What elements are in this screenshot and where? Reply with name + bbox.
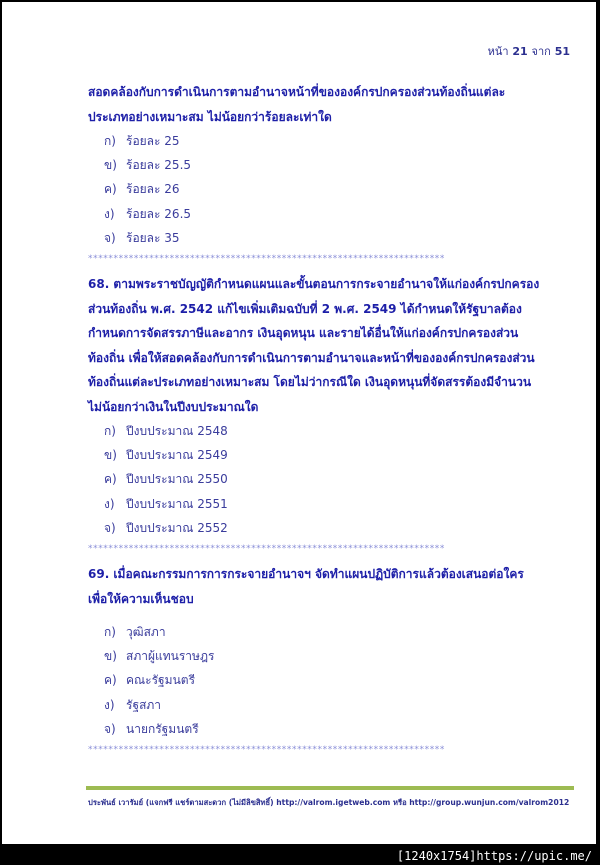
answer-option xyxy=(88,693,578,717)
question-text-line: ไม่น้อยกว่าเงินในปีงบประมาณใด xyxy=(88,399,259,414)
option-text: รัฐสภา xyxy=(126,697,162,712)
option-text: ปีงบประมาณ 2552 xyxy=(126,520,228,535)
option-letter: จ) xyxy=(104,230,116,245)
total-pages: 51 xyxy=(554,45,570,58)
option-text: ปีงบประมาณ 2549 xyxy=(126,448,228,463)
answer-option xyxy=(88,226,578,250)
footer-divider xyxy=(86,786,574,790)
option-letter: ค) xyxy=(104,472,117,487)
option-text: คณะรัฐมนตรี xyxy=(126,673,196,688)
of-label: จาก xyxy=(531,45,551,58)
question-text-line: ประเภทอย่างเหมาะสม ไม่น้อยกว่าร้อยละเท่าใด xyxy=(88,109,332,124)
answer-option xyxy=(88,153,578,177)
answer-option xyxy=(88,443,578,467)
answer-option xyxy=(88,129,578,153)
option-text: ปีงบประมาณ 2550 xyxy=(126,472,228,487)
question-text-line: กำหนดการจัดสรรภาษีและอากร เงินอุดหนุน และรายได้อื่นให้แก่องค์กรปกครองส่วน xyxy=(88,326,519,341)
option-text: วุฒิสภา xyxy=(126,625,166,640)
footer-credit: ประพันธ์ เวารัมย์ (แจกฟรี แชร์ตามสะดวก (ไม่มีลิขสิทธิ์) http://valrom.igetweb.com หรือ http://group.wunjun.com/valrom2012 xyxy=(88,798,570,807)
option-letter: ก) xyxy=(104,424,116,439)
option-letter: ง) xyxy=(104,496,115,511)
image-size-watermark: [1240x1754]https://upic.me/ xyxy=(396,849,592,863)
option-text: ปีงบประมาณ 2551 xyxy=(126,496,228,511)
option-letter: ค) xyxy=(104,182,117,197)
answer-option xyxy=(88,516,578,540)
option-letter: จ) xyxy=(104,520,116,535)
answer-option xyxy=(88,202,578,226)
answer-option xyxy=(88,492,578,516)
page-label: หน้า xyxy=(487,45,509,58)
option-text: ร้อยละ 25.5 xyxy=(126,158,192,173)
answer-option xyxy=(88,717,578,741)
question-67-block xyxy=(88,80,578,250)
option-letter: ง) xyxy=(104,206,115,221)
option-text: สภาผู้แทนราษฎร xyxy=(126,649,215,664)
page-number-indicator xyxy=(488,42,570,60)
answer-option xyxy=(88,644,578,668)
question-text-line: สอดคล้องกับการดำเนินการตามอำนาจหน้าที่ขององค์กรปกครองส่วนท้องถิ่นแต่ละ xyxy=(88,85,506,99)
question-text-line: 69. เมื่อคณะกรรมการการกระจายอำนาจฯ จัดทำแผนปฏิบัติการแล้วต้องเสนอต่อใคร xyxy=(88,567,524,582)
option-text: ร้อยละ 25 xyxy=(126,134,180,148)
answer-option xyxy=(88,177,578,201)
answer-option xyxy=(88,668,578,692)
question-text-line: ส่วนท้องถิ่น พ.ศ. 2542 แก้ไขเพิ่มเติมฉบับที่ 2 พ.ศ. 2549 ได้กำหนดให้รัฐบาลต้อง xyxy=(88,301,522,316)
question-text-line: ท้องถิ่น เพื่อให้สอดคล้องกับการดำเนินการตามอำนาจและหน้าที่ขององค์กรปกครองส่วน xyxy=(88,350,535,365)
asterisk-separator: ********************************************************************** xyxy=(88,745,445,756)
question-68-block xyxy=(88,272,578,540)
question-69-block xyxy=(88,562,578,741)
question-text-line: ท้องถิ่นแต่ละประเภทอย่างเหมาะสม โดยไม่ว่ากรณีใด เงินอุดหนุนที่จัดสรรต้องมีจำนวน xyxy=(88,375,532,390)
asterisk-separator: ********************************************************************** xyxy=(88,254,445,265)
option-letter: ข) xyxy=(104,448,117,463)
option-letter: ข) xyxy=(104,158,117,173)
option-letter: ก) xyxy=(104,134,116,148)
option-text: ร้อยละ 26.5 xyxy=(126,206,192,221)
option-letter: จ) xyxy=(104,721,116,736)
questions-content xyxy=(88,80,578,763)
option-text: ร้อยละ 35 xyxy=(126,230,180,245)
document-page xyxy=(2,2,596,844)
option-letter: ก) xyxy=(104,625,116,640)
answer-option xyxy=(88,419,578,443)
question-text-line: เพื่อให้ความเห็นชอบ xyxy=(88,591,194,606)
spacer xyxy=(88,611,578,620)
option-text: ร้อยละ 26 xyxy=(126,182,180,197)
asterisk-separator: ********************************************************************** xyxy=(88,544,445,555)
question-text-line: 68. ตามพระราชบัญญัติกำหนดแผนและขั้นตอนการกระจายอำนาจให้แก่องค์กรปกครอง xyxy=(88,277,540,292)
option-letter: ง) xyxy=(104,697,115,712)
option-letter: ค) xyxy=(104,673,117,688)
page-number: 21 xyxy=(512,45,528,58)
option-text: ปีงบประมาณ 2548 xyxy=(126,424,228,439)
answer-option xyxy=(88,467,578,491)
option-text: นายกรัฐมนตรี xyxy=(126,721,199,736)
option-letter: ข) xyxy=(104,649,117,664)
answer-option xyxy=(88,620,578,644)
